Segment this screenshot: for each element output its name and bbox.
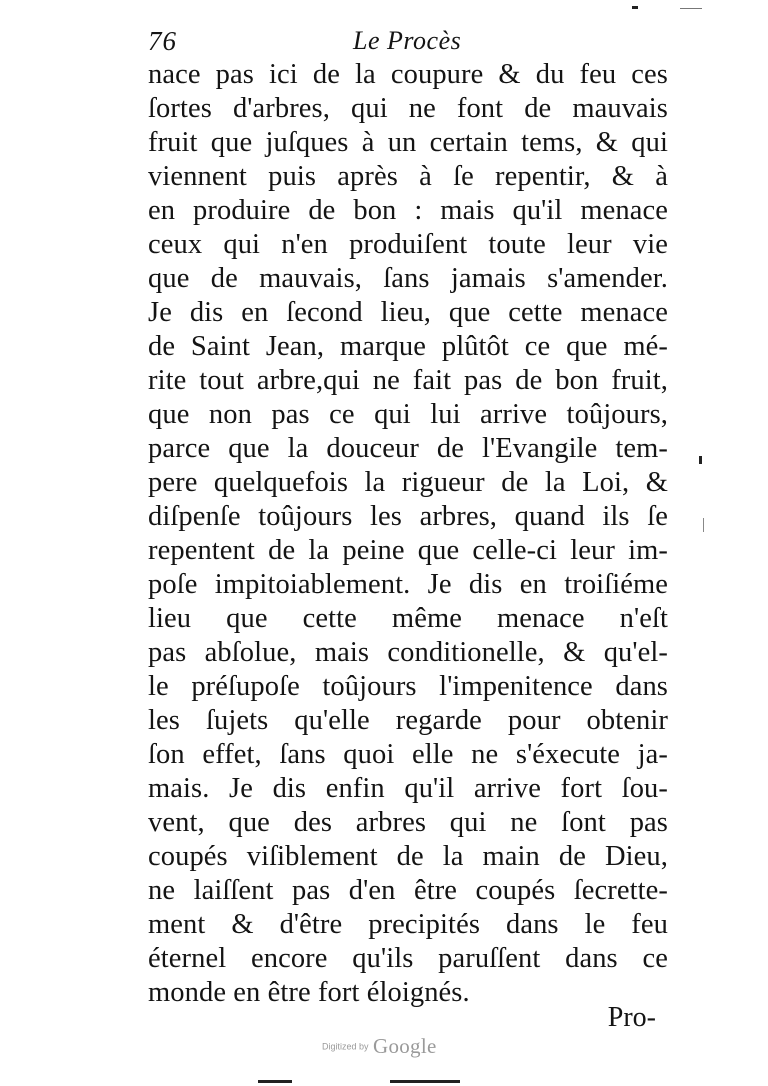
text-line: parce que la douceur de l'Evangile tem- bbox=[148, 433, 668, 464]
text-line: ſortes d'arbres, qui ne font de mauvais bbox=[148, 93, 668, 124]
text-line: fruit que juſques à un certain tems, & qui bbox=[148, 127, 668, 158]
text-line: nace pas ici de la coupure & du feu ces bbox=[148, 59, 668, 90]
scan-speck bbox=[680, 8, 702, 9]
text-line: de Saint Jean, marque plûtôt ce que mé- bbox=[148, 331, 668, 362]
text-line: ſon effet, ſans quoi elle ne s'éxecute ja- bbox=[148, 739, 668, 770]
text-line: vent, que des arbres qui ne ſont pas bbox=[148, 807, 668, 838]
text-line: poſe impitoiablement. Je dis en troiſiéme bbox=[148, 569, 668, 600]
scan-speck bbox=[632, 6, 638, 9]
text-line: pas abſolue, mais conditionelle, & qu'el- bbox=[148, 637, 668, 668]
text-line: rite tout arbre,qui ne fait pas de bon fruit, bbox=[148, 365, 668, 396]
text-line: mais. Je dis enfin qu'il arrive fort ſou- bbox=[148, 773, 668, 804]
text-line: en produire de bon : mais qu'il menace bbox=[148, 195, 668, 226]
scan-speck bbox=[699, 456, 702, 464]
catchword: Pro- bbox=[607, 1002, 656, 1033]
running-title: Le Procès bbox=[353, 26, 462, 55]
scan-speck bbox=[258, 1080, 292, 1083]
text-line: éternel encore qu'ils paruſſent dans ce bbox=[148, 943, 668, 974]
text-line: pere quelquefois la rigueur de la Loi, & bbox=[148, 467, 668, 498]
body-text bbox=[148, 58, 668, 1010]
digitized-by-watermark bbox=[322, 1034, 437, 1060]
text-line: lieu que cette même menace n'eſt bbox=[148, 603, 668, 634]
text-line: ceux qui n'en produiſent toute leur vie bbox=[148, 229, 668, 260]
text-line: viennent puis après à ſe repentir, & à bbox=[148, 161, 668, 192]
text-line: coupés viſiblement de la main de Dieu, bbox=[148, 841, 668, 872]
google-logo: Google bbox=[372, 1034, 437, 1058]
text-line: monde en être fort éloignés. bbox=[148, 977, 470, 1008]
scan-speck bbox=[703, 518, 704, 532]
text-line: repentent de la peine que celle-ci leur im- bbox=[148, 535, 668, 566]
text-line: Je dis en ſecond lieu, que cette menace bbox=[148, 297, 668, 328]
text-line: diſpenſe toûjours les arbres, quand ils ſe bbox=[148, 501, 668, 532]
digitized-prefix: Digitized by bbox=[322, 1041, 369, 1052]
text-line: que non pas ce qui lui arrive toûjours, bbox=[148, 399, 668, 430]
text-line: que de mauvais, ſans jamais s'amender. bbox=[148, 263, 668, 294]
page-number: 76 bbox=[148, 26, 177, 56]
text-line: ment & d'être precipités dans le feu bbox=[148, 909, 668, 940]
text-line: les ſujets qu'elle regarde pour obtenir bbox=[148, 705, 668, 736]
text-line: le préſupoſe toûjours l'impenitence dans bbox=[148, 671, 668, 702]
scan-speck bbox=[390, 1080, 460, 1083]
text-line: ne laiſſent pas d'en être coupés ſecrette- bbox=[148, 875, 668, 906]
